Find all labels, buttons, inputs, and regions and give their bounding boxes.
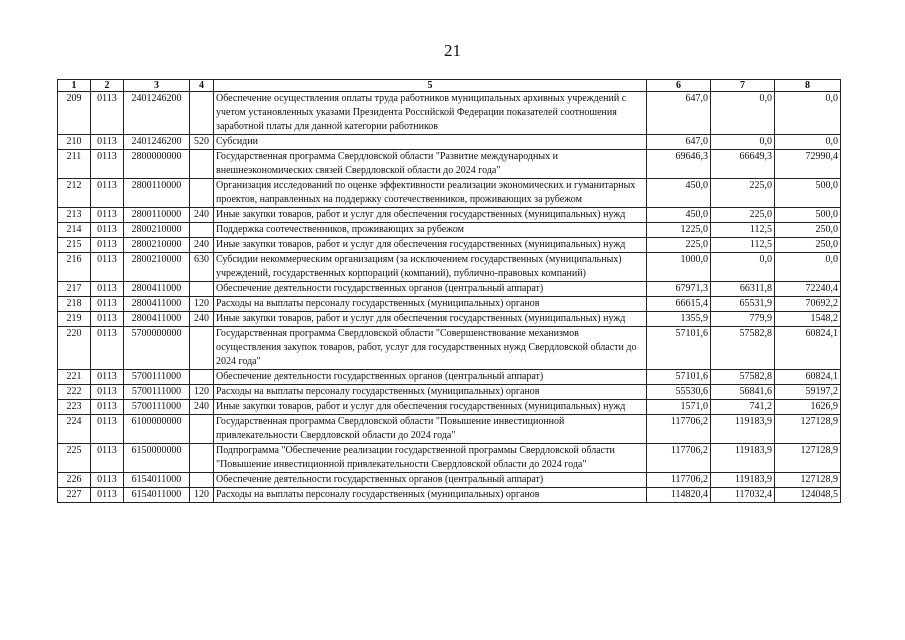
row-number-cell: 213: [58, 208, 91, 223]
amount-cell-6: 450,0: [647, 208, 711, 223]
amount-cell-6: 1225,0: [647, 223, 711, 238]
amount-cell-8: 70692,2: [775, 297, 841, 312]
table-row: [58, 473, 841, 488]
section-code-cell: 0113: [91, 135, 124, 150]
amount-cell-6: 450,0: [647, 179, 711, 208]
amount-cell-6: 69646,3: [647, 150, 711, 179]
section-code-cell: 0113: [91, 253, 124, 282]
amount-cell-8: 250,0: [775, 238, 841, 253]
item-name-cell: Подпрограмма "Обеспечение реализации государственной программы Свердловской области "Повышение инвестиционной привлекательности Свердловской области до 2024 года": [214, 444, 647, 473]
amount-cell-6: 225,0: [647, 238, 711, 253]
table-row: [58, 92, 841, 135]
column-header: 2: [91, 80, 124, 92]
item-name-cell: Обеспечение осуществления оплаты труда работников муниципальных архивных учреждений с учетом установленных указами Президента Российской Федерации показателей соотношения заработной платы для данной категории работников: [214, 92, 647, 135]
row-number-cell: 223: [58, 400, 91, 415]
column-header: 1: [58, 80, 91, 92]
target-code-cell: 2800411000: [124, 282, 190, 297]
expense-type-cell: [190, 92, 214, 135]
item-name-cell: Иные закупки товаров, работ и услуг для обеспечения государственных (муниципальных) нужд: [214, 312, 647, 327]
target-code-cell: 5700111000: [124, 385, 190, 400]
expense-type-cell: [190, 179, 214, 208]
amount-cell-7: 119183,9: [711, 415, 775, 444]
section-code-cell: 0113: [91, 150, 124, 179]
table-row: [58, 253, 841, 282]
item-name-cell: Расходы на выплаты персоналу государственных (муниципальных) органов: [214, 488, 647, 503]
expense-type-cell: 120: [190, 297, 214, 312]
table-body: [58, 92, 841, 503]
amount-cell-8: 0,0: [775, 253, 841, 282]
item-name-cell: Расходы на выплаты персоналу государственных (муниципальных) органов: [214, 297, 647, 312]
table-row: [58, 150, 841, 179]
table-row: [58, 223, 841, 238]
table-row: [58, 208, 841, 223]
amount-cell-6: 117706,2: [647, 415, 711, 444]
item-name-cell: Государственная программа Свердловской области "Совершенствование механизмов осуществления закупок товаров, работ, услуг для государственных нужд Свердловской области до 2024 года": [214, 327, 647, 370]
expense-type-cell: 120: [190, 385, 214, 400]
target-code-cell: 2800210000: [124, 253, 190, 282]
expense-type-cell: 120: [190, 488, 214, 503]
expense-type-cell: [190, 370, 214, 385]
row-number-cell: 211: [58, 150, 91, 179]
target-code-cell: 2800411000: [124, 312, 190, 327]
target-code-cell: 2401246200: [124, 92, 190, 135]
section-code-cell: 0113: [91, 444, 124, 473]
amount-cell-7: 225,0: [711, 179, 775, 208]
section-code-cell: 0113: [91, 223, 124, 238]
expense-type-cell: [190, 223, 214, 238]
row-number-cell: 225: [58, 444, 91, 473]
target-code-cell: 2401246200: [124, 135, 190, 150]
section-code-cell: 0113: [91, 208, 124, 223]
amount-cell-8: 127128,9: [775, 444, 841, 473]
row-number-cell: 220: [58, 327, 91, 370]
amount-cell-6: 57101,6: [647, 370, 711, 385]
expense-type-cell: [190, 415, 214, 444]
row-number-cell: 209: [58, 92, 91, 135]
amount-cell-7: 56841,6: [711, 385, 775, 400]
row-number-cell: 221: [58, 370, 91, 385]
amount-cell-8: 60824,1: [775, 370, 841, 385]
amount-cell-6: 57101,6: [647, 327, 711, 370]
amount-cell-8: 127128,9: [775, 473, 841, 488]
target-code-cell: 2800110000: [124, 208, 190, 223]
amount-cell-7: 0,0: [711, 92, 775, 135]
section-code-cell: 0113: [91, 370, 124, 385]
expense-type-cell: 240: [190, 208, 214, 223]
amount-cell-8: 250,0: [775, 223, 841, 238]
section-code-cell: 0113: [91, 327, 124, 370]
table-row: [58, 370, 841, 385]
amount-cell-7: 57582,8: [711, 327, 775, 370]
expense-type-cell: [190, 327, 214, 370]
amount-cell-7: 112,5: [711, 223, 775, 238]
amount-cell-7: 112,5: [711, 238, 775, 253]
amount-cell-6: 117706,2: [647, 444, 711, 473]
item-name-cell: Государственная программа Свердловской области "Повышение инвестиционной привлекательности Свердловской области до 2024 года": [214, 415, 647, 444]
target-code-cell: 2800210000: [124, 223, 190, 238]
amount-cell-8: 1626,9: [775, 400, 841, 415]
amount-cell-7: 225,0: [711, 208, 775, 223]
section-code-cell: 0113: [91, 312, 124, 327]
page-number: 21: [444, 41, 461, 60]
amount-cell-8: 500,0: [775, 208, 841, 223]
item-name-cell: Иные закупки товаров, работ и услуг для обеспечения государственных (муниципальных) нужд: [214, 208, 647, 223]
table-header-row: [58, 80, 841, 92]
amount-cell-8: 72240,4: [775, 282, 841, 297]
item-name-cell: Расходы на выплаты персоналу государственных (муниципальных) органов: [214, 385, 647, 400]
amount-cell-7: 65531,9: [711, 297, 775, 312]
item-name-cell: Иные закупки товаров, работ и услуг для обеспечения государственных (муниципальных) нужд: [214, 400, 647, 415]
column-header: 5: [214, 80, 647, 92]
target-code-cell: 6154011000: [124, 473, 190, 488]
item-name-cell: Поддержка соотечественников, проживающих за рубежом: [214, 223, 647, 238]
amount-cell-8: 127128,9: [775, 415, 841, 444]
section-code-cell: 0113: [91, 238, 124, 253]
row-number-cell: 212: [58, 179, 91, 208]
amount-cell-6: 1000,0: [647, 253, 711, 282]
item-name-cell: Обеспечение деятельности государственных органов (центральный аппарат): [214, 370, 647, 385]
amount-cell-7: 741,2: [711, 400, 775, 415]
row-number-cell: 218: [58, 297, 91, 312]
amount-cell-7: 66311,8: [711, 282, 775, 297]
table-row: [58, 238, 841, 253]
amount-cell-8: 124048,5: [775, 488, 841, 503]
target-code-cell: 5700111000: [124, 370, 190, 385]
amount-cell-7: 779,9: [711, 312, 775, 327]
target-code-cell: 2800210000: [124, 238, 190, 253]
table-row: [58, 312, 841, 327]
section-code-cell: 0113: [91, 385, 124, 400]
amount-cell-8: 0,0: [775, 92, 841, 135]
section-code-cell: 0113: [91, 92, 124, 135]
budget-table: [57, 79, 841, 503]
section-code-cell: 0113: [91, 415, 124, 444]
target-code-cell: 6154011000: [124, 488, 190, 503]
amount-cell-7: 57582,8: [711, 370, 775, 385]
item-name-cell: Субсидии некоммерческим организациям (за исключением государственных (муниципальных) учреждений, государственных корпораций (компаний), публично-правовых компаний): [214, 253, 647, 282]
target-code-cell: 5700111000: [124, 400, 190, 415]
section-code-cell: 0113: [91, 400, 124, 415]
amount-cell-6: 1571,0: [647, 400, 711, 415]
amount-cell-7: 119183,9: [711, 444, 775, 473]
row-number-cell: 215: [58, 238, 91, 253]
amount-cell-8: 1548,2: [775, 312, 841, 327]
column-header: 3: [124, 80, 190, 92]
target-code-cell: 5700000000: [124, 327, 190, 370]
expense-type-cell: [190, 444, 214, 473]
table-row: [58, 400, 841, 415]
amount-cell-6: 647,0: [647, 92, 711, 135]
expense-type-cell: [190, 473, 214, 488]
item-name-cell: Иные закупки товаров, работ и услуг для обеспечения государственных (муниципальных) нужд: [214, 238, 647, 253]
amount-cell-6: 114820,4: [647, 488, 711, 503]
target-code-cell: 6150000000: [124, 444, 190, 473]
amount-cell-6: 55530,6: [647, 385, 711, 400]
item-name-cell: Обеспечение деятельности государственных органов (центральный аппарат): [214, 473, 647, 488]
amount-cell-7: 0,0: [711, 253, 775, 282]
amount-cell-8: 0,0: [775, 135, 841, 150]
expense-type-cell: 240: [190, 238, 214, 253]
amount-cell-6: 117706,2: [647, 473, 711, 488]
row-number-cell: 219: [58, 312, 91, 327]
section-code-cell: 0113: [91, 282, 124, 297]
table-row: [58, 297, 841, 312]
row-number-cell: 227: [58, 488, 91, 503]
expense-type-cell: [190, 150, 214, 179]
target-code-cell: 2800411000: [124, 297, 190, 312]
target-code-cell: 6100000000: [124, 415, 190, 444]
amount-cell-8: 72990,4: [775, 150, 841, 179]
table-row: [58, 327, 841, 370]
amount-cell-6: 67971,3: [647, 282, 711, 297]
amount-cell-7: 66649,3: [711, 150, 775, 179]
target-code-cell: 2800110000: [124, 179, 190, 208]
table-row: [58, 135, 841, 150]
amount-cell-7: 0,0: [711, 135, 775, 150]
expense-type-cell: 630: [190, 253, 214, 282]
expense-type-cell: [190, 282, 214, 297]
expense-type-cell: 240: [190, 312, 214, 327]
section-code-cell: 0113: [91, 179, 124, 208]
item-name-cell: Организация исследований по оценке эффективности реализации экономических и гуманитарных проектов, направленных на поддержку соотечественников, проживающих за рубежом: [214, 179, 647, 208]
table-row: [58, 385, 841, 400]
table-row: [58, 488, 841, 503]
table-row: [58, 415, 841, 444]
column-header: 7: [711, 80, 775, 92]
table-row: [58, 282, 841, 297]
table-row: [58, 179, 841, 208]
item-name-cell: Обеспечение деятельности государственных органов (центральный аппарат): [214, 282, 647, 297]
amount-cell-7: 119183,9: [711, 473, 775, 488]
row-number-cell: 214: [58, 223, 91, 238]
row-number-cell: 224: [58, 415, 91, 444]
amount-cell-6: 66615,4: [647, 297, 711, 312]
expense-type-cell: 240: [190, 400, 214, 415]
amount-cell-7: 117032,4: [711, 488, 775, 503]
column-header: 4: [190, 80, 214, 92]
expense-type-cell: 520: [190, 135, 214, 150]
amount-cell-6: 1355,9: [647, 312, 711, 327]
row-number-cell: 226: [58, 473, 91, 488]
column-header: 8: [775, 80, 841, 92]
item-name-cell: Субсидии: [214, 135, 647, 150]
column-header: 6: [647, 80, 711, 92]
row-number-cell: 222: [58, 385, 91, 400]
amount-cell-8: 60824,1: [775, 327, 841, 370]
amount-cell-8: 59197,2: [775, 385, 841, 400]
amount-cell-6: 647,0: [647, 135, 711, 150]
item-name-cell: Государственная программа Свердловской области "Развитие международных и внешнеэкономических связей Свердловской области до 2024 года": [214, 150, 647, 179]
table-row: [58, 444, 841, 473]
row-number-cell: 216: [58, 253, 91, 282]
row-number-cell: 210: [58, 135, 91, 150]
section-code-cell: 0113: [91, 473, 124, 488]
target-code-cell: 2800000000: [124, 150, 190, 179]
row-number-cell: 217: [58, 282, 91, 297]
section-code-cell: 0113: [91, 297, 124, 312]
section-code-cell: 0113: [91, 488, 124, 503]
amount-cell-8: 500,0: [775, 179, 841, 208]
